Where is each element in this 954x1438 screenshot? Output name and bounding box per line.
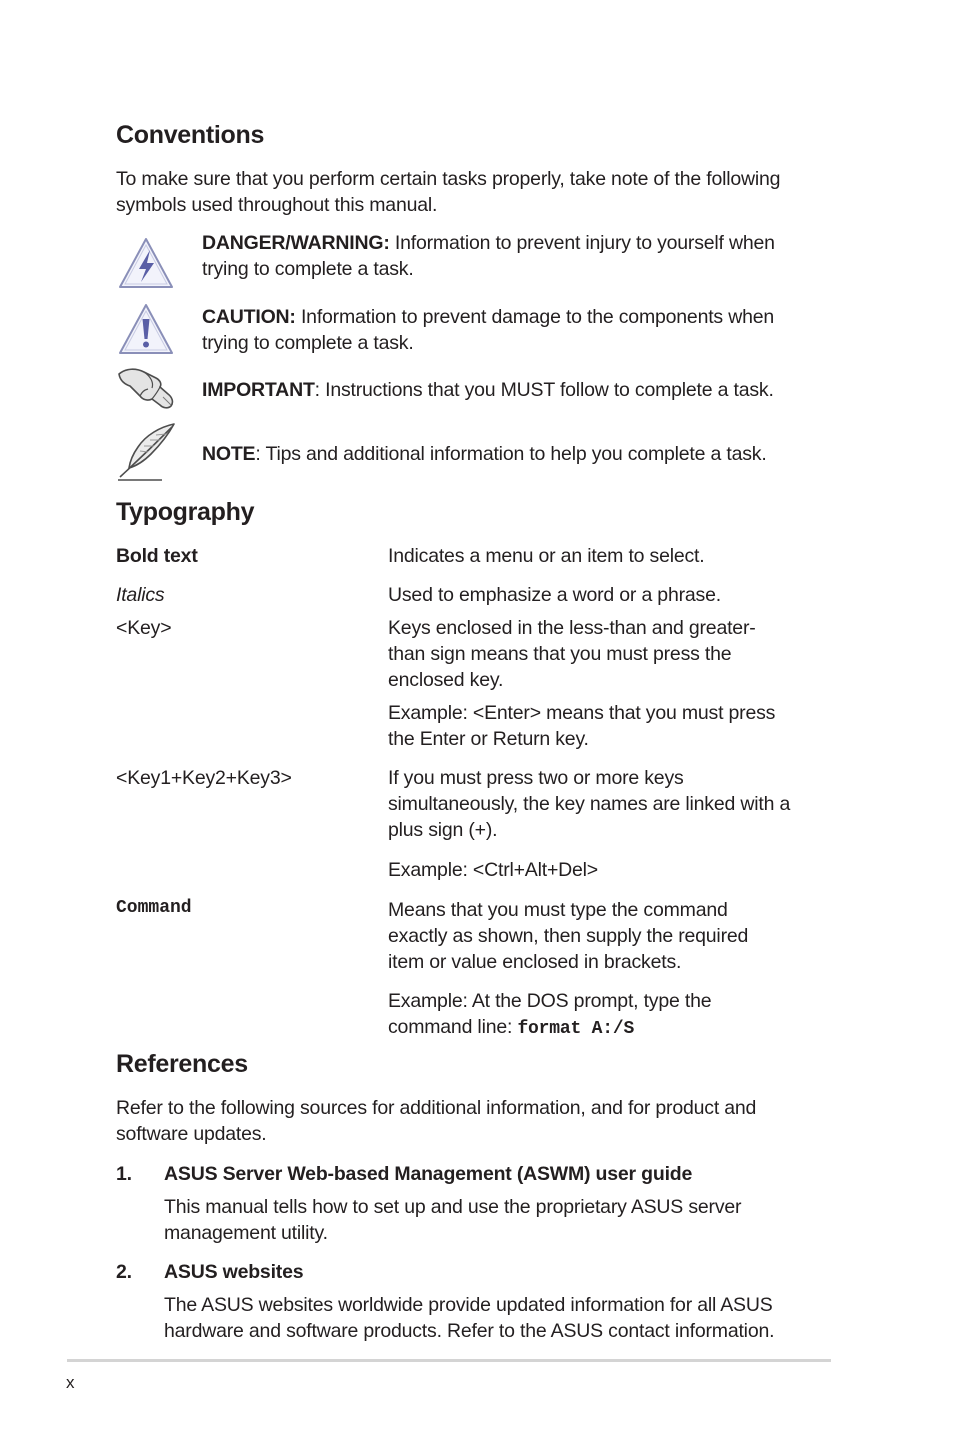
typography-term-bold: Bold text <box>116 545 198 567</box>
note-feather-icon <box>116 421 178 483</box>
reference-number-1: 1. <box>116 1163 132 1185</box>
conventions-intro: To make sure that you perform certain tasks properly, take note of the following symbols used throughout this manual. <box>116 168 781 216</box>
caution-icon <box>117 302 175 356</box>
convention-label: CAUTION: <box>202 306 296 328</box>
typography-term-key-combo: <Key1+Key2+Key3> <box>116 767 292 789</box>
typography-desc-key: Keys enclosed in the less-than and greater-than sign means that you must press the enclosed key. <box>388 617 756 691</box>
typography-term-command: Command <box>116 898 192 918</box>
reference-text-2: The ASUS websites worldwide provide updated information for all ASUS hardware and software products. Refer to the ASUS contact information. <box>164 1294 775 1342</box>
danger-warning-icon <box>117 236 175 290</box>
convention-text: : Tips and additional information to help you complete a task. <box>255 443 767 465</box>
typography-desc-command: Means that you must type the command exactly as shown, then supply the required item or value enclosed in brackets. <box>388 899 749 973</box>
typography-example-key: Example: <Enter> means that you must press the Enter or Return key. <box>388 702 776 750</box>
convention-important <box>202 377 822 403</box>
reference-title-2: ASUS websites <box>164 1261 304 1283</box>
convention-caution <box>202 304 802 356</box>
reference-number-2: 2. <box>116 1261 132 1283</box>
command-example: format A:/S <box>517 1019 635 1039</box>
reference-title-1: ASUS Server Web-based Management (ASWM) user guide <box>164 1163 693 1185</box>
convention-danger-warning <box>202 230 802 282</box>
convention-text: Information to prevent damage to the components when trying to complete a task. <box>202 306 775 354</box>
convention-note <box>202 441 822 467</box>
references-heading: References <box>116 1050 248 1078</box>
reference-text-1: This manual tells how to set up and use the proprietary ASUS server management utility. <box>164 1196 742 1244</box>
convention-label: DANGER/WARNING: <box>202 232 390 254</box>
convention-text: : Instructions that you MUST follow to complete a task. <box>314 379 774 401</box>
typography-desc-bold: Indicates a menu or an item to select. <box>388 545 705 567</box>
convention-label: IMPORTANT <box>202 379 315 401</box>
typography-desc-italics: Used to emphasize a word or a phrase. <box>388 584 721 606</box>
typography-term-italics: Italics <box>116 584 165 606</box>
typography-desc-key-combo: If you must press two or more keys simultaneously, the key names are linked with a plus sign (+). <box>388 767 791 841</box>
typography-example-command <box>388 988 748 1042</box>
convention-label: NOTE <box>202 443 256 465</box>
page-number: x <box>66 1373 75 1392</box>
typography-example-key-combo: Example: <Ctrl+Alt+Del> <box>388 859 598 881</box>
typography-heading: Typography <box>116 498 255 526</box>
example-text: Example: At the DOS prompt, type the command line: <box>388 990 712 1038</box>
conventions-heading: Conventions <box>116 121 265 149</box>
important-hand-icon <box>116 364 178 412</box>
typography-term-key: <Key> <box>116 617 172 639</box>
references-intro: Refer to the following sources for additional information, and for product and software updates. <box>116 1097 757 1145</box>
convention-text: Information to prevent injury to yourself when trying to complete a task. <box>202 232 775 280</box>
footer-rule <box>67 1359 831 1362</box>
